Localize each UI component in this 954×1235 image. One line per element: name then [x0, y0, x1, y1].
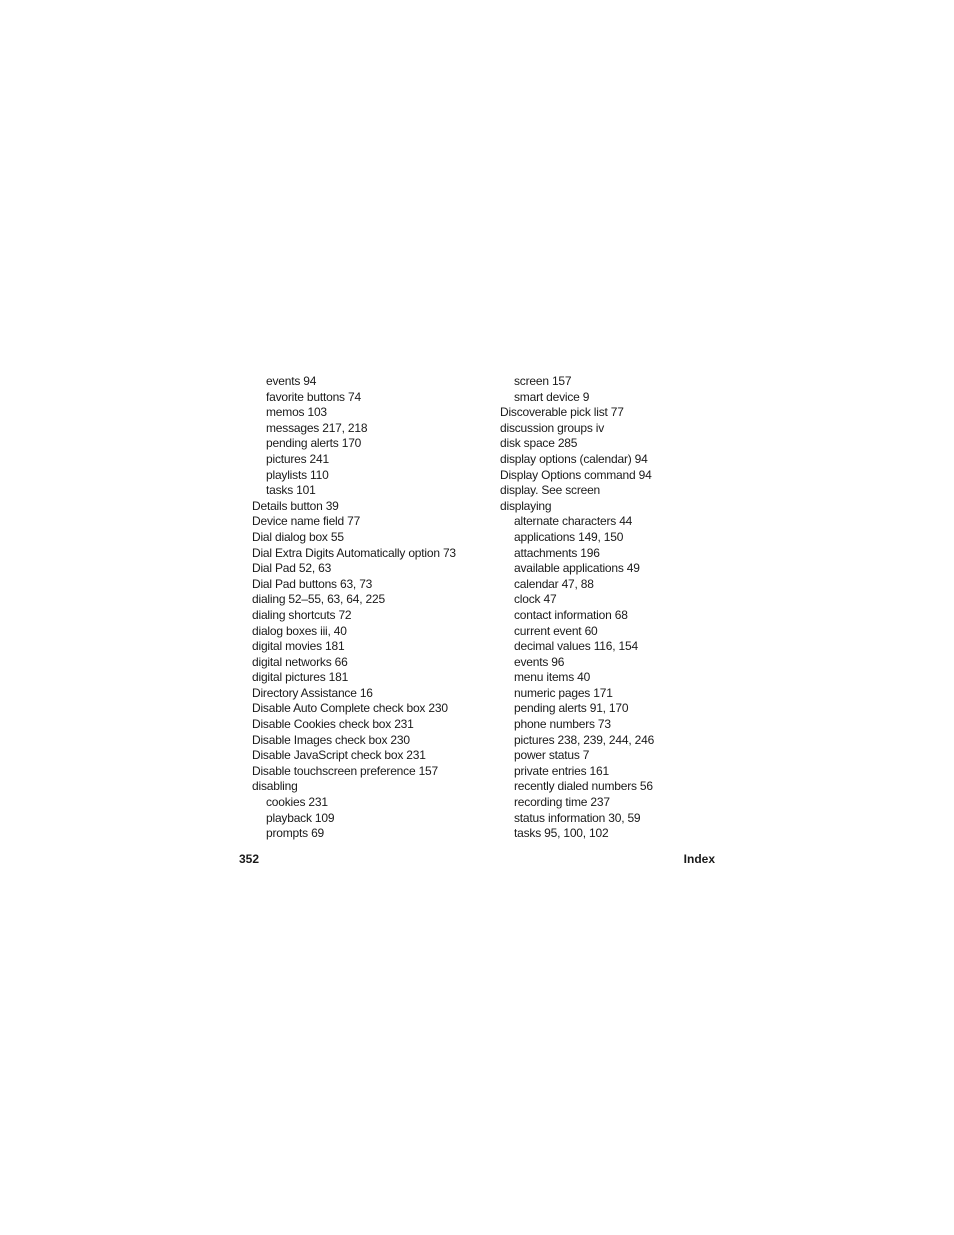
index-entry: Disable Auto Complete check box 230 [252, 701, 448, 716]
index-entry: Device name field 77 [252, 514, 361, 529]
index-subentry: alternate characters 44 [514, 514, 633, 529]
index-entry: digital movies 181 [252, 639, 345, 654]
index-entry: Disable Images check box 230 [252, 732, 410, 747]
section-title: Index [683, 852, 715, 866]
index-subentry: tasks 101 [266, 483, 316, 498]
index-entry: Details button 39 [252, 498, 339, 513]
index-subentry: phone numbers 73 [514, 717, 611, 732]
index-subentry: recording time 237 [514, 795, 610, 810]
index-subentry: power status 7 [514, 748, 590, 763]
index-entry: Display Options command 94 [500, 467, 652, 482]
index-column-right [500, 374, 740, 842]
index-subentry: cookies 231 [266, 795, 328, 810]
index-subentry: playlists 110 [266, 467, 329, 482]
index-subentry: attachments 196 [514, 545, 600, 560]
index-subentry: calendar 47, 88 [514, 576, 594, 591]
index-column-left [252, 374, 492, 842]
index-subentry: events 94 [266, 374, 317, 388]
index-entry: Disable touchscreen preference 157 [252, 763, 438, 778]
index-entry: dialing shortcuts 72 [252, 607, 352, 622]
index-subentry: numeric pages 171 [514, 685, 613, 700]
index-entry: display. See screen [500, 483, 601, 498]
index-subentry: playback 109 [266, 810, 335, 825]
index-subentry: decimal values 116, 154 [514, 639, 638, 654]
index-entry: discussion groups iv [500, 420, 605, 435]
index-entry: Disable JavaScript check box 231 [252, 748, 426, 763]
index-entry: dialing 52–55, 63, 64, 225 [252, 592, 385, 607]
index-subentry: status information 30, 59 [514, 810, 641, 825]
index-subentry: prompts 69 [266, 826, 325, 841]
index-entry: Disable Cookies check box 231 [252, 717, 414, 732]
index-entry: dialog boxes iii, 40 [252, 623, 347, 638]
index-subentry: screen 157 [514, 374, 572, 388]
index-subentry: pending alerts 170 [266, 436, 362, 451]
index-subentry: recently dialed numbers 56 [514, 779, 653, 794]
index-subentry: contact information 68 [514, 607, 628, 622]
index-entry: Dial Pad 52, 63 [252, 561, 332, 576]
index-entry: Directory Assistance 16 [252, 685, 373, 700]
index-subentry: clock 47 [514, 592, 557, 607]
index-subentry: tasks 95, 100, 102 [514, 826, 609, 841]
index-subentry: current event 60 [514, 623, 598, 638]
index-subentry: events 96 [514, 654, 565, 669]
index-subentry: pictures 241 [266, 451, 329, 466]
index-subentry: available applications 49 [514, 561, 640, 576]
index-entry: disabling [252, 779, 298, 794]
index-subentry: pictures 238, 239, 244, 246 [514, 732, 655, 747]
index-entry: displaying [500, 498, 552, 513]
index-entry: Dial Pad buttons 63, 73 [252, 576, 373, 591]
index-entry: Discoverable pick list 77 [500, 405, 624, 420]
index-entry: digital networks 66 [252, 654, 348, 669]
index-entry: digital pictures 181 [252, 670, 349, 685]
index-entry: disk space 285 [500, 436, 578, 451]
index-entry: Dial Extra Digits Automatically option 73 [252, 545, 456, 560]
page-number: 352 [239, 852, 260, 866]
index-subentry: messages 217, 218 [266, 420, 368, 435]
index-subentry: menu items 40 [514, 670, 591, 685]
index-subentry: pending alerts 91, 170 [514, 701, 629, 716]
index-subentry: favorite buttons 74 [266, 389, 361, 404]
index-subentry: memos 103 [266, 405, 327, 420]
index-subentry: smart device 9 [514, 389, 590, 404]
index-entry: display options (calendar) 94 [500, 451, 648, 466]
index-entry: Dial dialog box 55 [252, 529, 344, 544]
index-subentry: private entries 161 [514, 763, 609, 778]
index-subentry: applications 149, 150 [514, 529, 624, 544]
